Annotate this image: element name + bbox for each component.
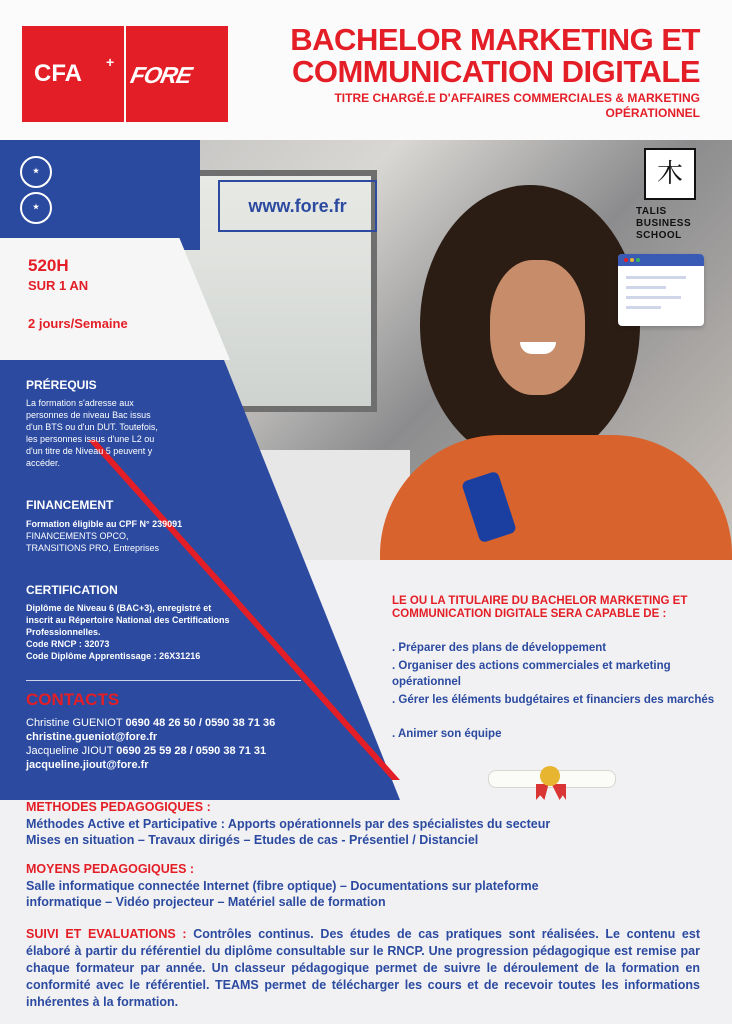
contact-2-email[interactable]: jacqueline.jiout@fore.fr (26, 759, 149, 771)
certification-text (26, 602, 230, 662)
financement-heading: FINANCEMENT (26, 498, 114, 512)
browser-dot (624, 258, 628, 262)
browser-dot (636, 258, 640, 262)
cfa-logo (22, 26, 124, 122)
talis-name-line: SCHOOL (636, 230, 682, 241)
prerequis-text (26, 397, 158, 469)
talis-logo (636, 148, 716, 242)
contact-1-phone-line (26, 716, 275, 730)
suivi-paragraph (26, 926, 700, 1011)
financement-line: Formation éligible au CPF N° 239091 (26, 519, 183, 529)
browser-line (626, 276, 686, 279)
contact-2-name: Jacqueline JIOUT (26, 745, 114, 757)
prerequis-line: La formation s'adresse aux (26, 398, 134, 408)
capability-item: . Gérer les éléments budgétaires et financiers des marchés (392, 694, 715, 706)
capability-item: . Animer son équipe (392, 728, 502, 740)
award-badge-icon: ★ (20, 192, 52, 224)
duration-rhythm: 2 jours/Semaine (28, 316, 128, 331)
contacts-heading: CONTACTS (26, 690, 120, 709)
title-line-2: COMMUNICATION DIGITALE (291, 54, 700, 89)
methodes-line-1: Méthodes Active et Participative : Apports opérationnels par des spécialistes du secteur (26, 817, 551, 831)
capability-item: . Organiser des actions commerciales et marketing opérationnel (392, 660, 671, 688)
shirt-illustration (380, 435, 732, 560)
title-line-1: BACHELOR MARKETING ET (290, 22, 700, 57)
duration-hours: 520H (28, 256, 69, 275)
certification-line: Diplôme de Niveau 6 (BAC+3), enregistré et (26, 603, 212, 613)
prerequis-line: d'un titre de Niveau 5 peuvent y (26, 446, 153, 456)
certification-line: inscrit au Répertoire National des Certifications (26, 615, 230, 625)
contact-1-phones: 0690 48 26 50 / 0590 38 71 36 (125, 717, 276, 729)
moyens-heading: MOYENS PEDAGOGIQUES : (26, 862, 195, 876)
prerequis-line: personnes de niveau Bac issus (26, 410, 151, 420)
browser-line (626, 306, 661, 309)
methodes-heading: METHODES PEDAGOGIQUES : (26, 800, 211, 814)
moyens-line-2: informatique – Vidéo projecteur – Matériel salle de formation (26, 895, 386, 909)
financement-line: TRANSITIONS PRO, Entreprises (26, 543, 160, 553)
subtitle-line-2: OPÉRATIONNEL (605, 106, 700, 120)
face-illustration (490, 260, 585, 395)
suivi-heading: SUIVI ET EVALUATIONS : (26, 927, 187, 941)
certification-line: Code Diplôme Apprentissage : 26X31216 (26, 651, 201, 661)
moyens-line-1: Salle informatique connectée Internet (fibre optique) – Documentations sur plateforme (26, 879, 539, 893)
prerequis-heading: PRÉREQUIS (26, 378, 97, 392)
browser-line (626, 286, 666, 289)
talis-name (636, 206, 716, 242)
website-link[interactable]: www.fore.fr (218, 180, 377, 232)
divider (26, 680, 301, 681)
contact-1-name: Christine GUENIOT (26, 717, 123, 729)
award-badge-icon: ★ (20, 156, 52, 188)
cfa-logo-text: CFA (34, 60, 82, 87)
certification-line: Code RNCP : 32073 (26, 639, 110, 649)
prerequis-line: accéder. (26, 458, 61, 468)
suivi-text: Contrôles continus. Des études de cas pratiques sont réalisées. Le contenu est élaboré à partir du référentiel du diplôme consultable sur le RNCP. Une progression pédagogique est remise par chaque formateur par année. Un classeur pédagogique permet de suivre le déroulement de la formation en conformité avec le référentiel. TEAMS permet de télécharger les cours et de recevoir toutes les informations inhérentes à la formation. (26, 927, 700, 1009)
cfa-logo-plus: + (106, 54, 115, 70)
contact-1-email[interactable]: christine.gueniot@fore.fr (26, 731, 158, 743)
browser-window-icon (618, 254, 704, 326)
certification-line: Professionnelles. (26, 627, 101, 637)
fore-logo (126, 26, 228, 122)
contact-2-phones: 0690 25 59 28 / 0590 38 71 31 (116, 745, 267, 757)
talis-name-line: BUSINESS (636, 218, 692, 229)
financement-line: FINANCEMENTS OPCO, (26, 531, 129, 541)
browser-line (626, 296, 681, 299)
financement-text (26, 518, 182, 554)
methodes-line-2: Mises en situation – Travaux dirigés – Etudes de cas - Présentiel / Distanciel (26, 833, 479, 847)
page-title (290, 24, 700, 88)
capability-item: . Préparer des plans de développement (392, 642, 607, 654)
browser-dot (630, 258, 634, 262)
duration-period: SUR 1 AN (28, 278, 89, 293)
prerequis-line: d'un BTS ou d'un DUT. Toutefois, (26, 422, 158, 432)
page-subtitle (270, 91, 700, 121)
certification-heading: CERTIFICATION (26, 583, 118, 597)
seal-icon (540, 766, 560, 786)
talis-name-line: TALIS (636, 206, 667, 217)
subtitle-line-1: TITRE CHARGÉ.E D'AFFAIRES COMMERCIALES & MARKETING (334, 91, 700, 105)
prerequis-line: les personnes issus d'une L2 ou (26, 434, 155, 444)
fore-logo-text: FORE (128, 62, 194, 88)
contact-2-phone-line (26, 744, 266, 758)
talis-mark-icon: ⽊ (644, 148, 696, 200)
capabilities-heading: LE OU LA TITULAIRE DU BACHELOR MARKETING ET COMMUNICATION DIGITALE SERA CAPABLE DE : (392, 595, 688, 620)
